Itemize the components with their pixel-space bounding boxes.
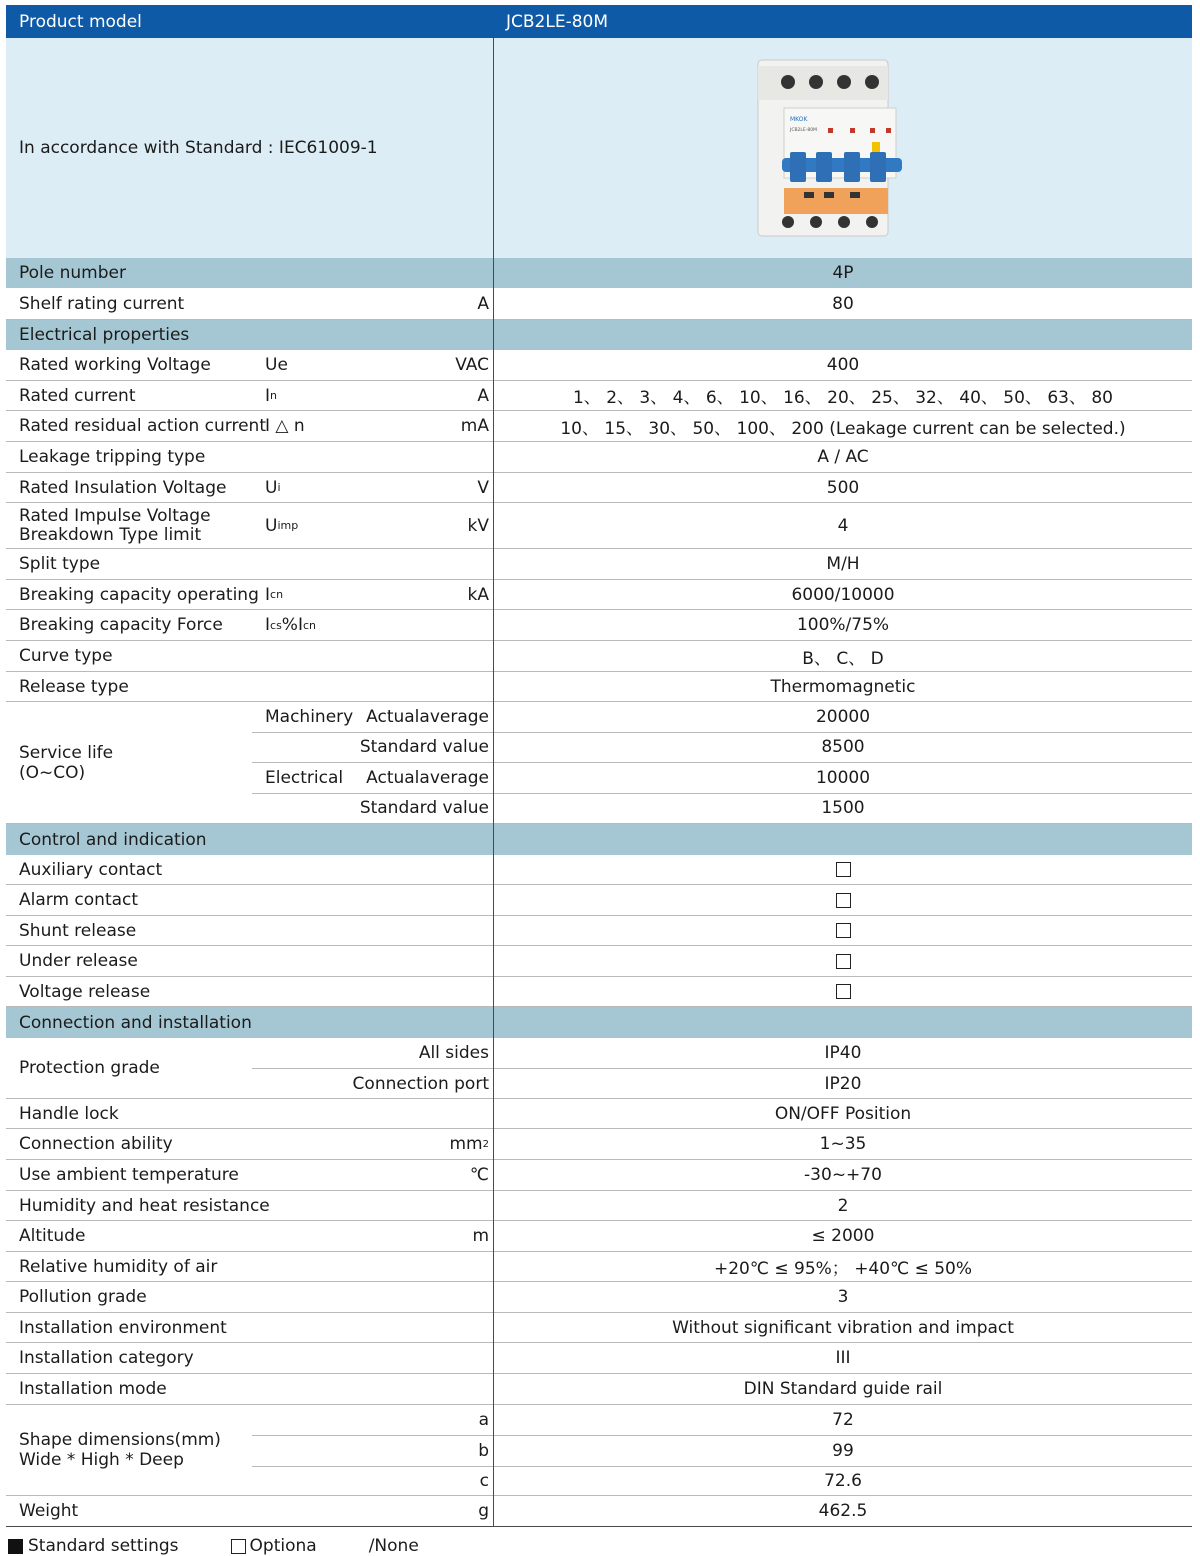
- row-label: Rated current: [19, 385, 136, 406]
- row-unit: kA: [467, 584, 489, 605]
- weight-row: [6, 1496, 1192, 1527]
- row-value: Thermomagnetic: [770, 676, 916, 697]
- service-life-block: [6, 702, 1192, 824]
- service-life-value: 10000: [815, 768, 871, 788]
- row-label: Use ambient temperature: [19, 1165, 239, 1185]
- optional-mark: [494, 885, 1192, 915]
- service-life-label: Service life (O~CO): [19, 742, 114, 783]
- row-label: Alarm contact: [19, 890, 139, 910]
- release-type-row: [6, 672, 1192, 702]
- service-life-kind: Actualaverage: [366, 768, 489, 788]
- service-life-electrical: Electrical: [265, 768, 344, 788]
- row-label: Rated Impulse Voltage Breakdown Type limit: [19, 505, 211, 545]
- row-value: 1、 2、 3、 4、 6、 10、 16、 20、 25、 32、 40、 50、 63、 80: [572, 388, 1113, 408]
- pole-number-row: [6, 258, 1192, 288]
- row-label: Rated Insulation Voltage: [19, 477, 227, 498]
- legend-standard: Standard settings: [28, 1536, 179, 1556]
- row-value: -30~+70: [804, 1165, 882, 1185]
- section-connection: [6, 1007, 1192, 1038]
- optional-box-icon: [836, 862, 851, 877]
- row-symbol: I cn: [265, 584, 284, 605]
- control-row: [6, 885, 1192, 916]
- row-symbol: U imp: [265, 515, 299, 536]
- row-unit: A: [477, 385, 489, 406]
- row-label: Weight: [19, 1501, 79, 1521]
- row-label: Rated residual action current: [19, 416, 266, 436]
- row-label: Split type: [19, 554, 101, 574]
- optional-box-icon: [836, 923, 851, 938]
- row-unit: mm 2: [449, 1134, 489, 1154]
- row-label: Installation environment: [19, 1317, 227, 1338]
- row-value: 100%/75%: [796, 615, 890, 635]
- optional-mark: [494, 977, 1192, 1006]
- row-label: Breaking capacity Force: [19, 615, 223, 635]
- legend-optional: Optiona: [249, 1536, 317, 1556]
- connection-ability-row: [6, 1129, 1192, 1160]
- standard-text: In accordance with Standard : IEC61009-1: [19, 138, 378, 158]
- section-control: [6, 824, 1192, 855]
- installation-environment-row: [6, 1313, 1192, 1343]
- service-life-kind: Standard value: [359, 798, 489, 818]
- header-row: [6, 5, 1192, 38]
- row-label: Voltage release: [19, 981, 151, 1002]
- impulse-voltage-row: [6, 503, 1192, 549]
- control-row: [6, 946, 1192, 977]
- row-label: Release type: [19, 676, 129, 697]
- optional-mark: [494, 946, 1192, 976]
- row-unit: g: [478, 1501, 489, 1521]
- section-electrical: [6, 320, 1192, 350]
- control-row: [6, 855, 1192, 885]
- insulation-voltage-row: [6, 473, 1192, 503]
- row-unit: V: [477, 477, 489, 498]
- residual-current-row: [6, 411, 1192, 442]
- row-value: 1~35: [819, 1134, 867, 1154]
- row-value: 10、 15、 30、 50、 100、 200 (Leakage current can be selected.): [560, 418, 1126, 439]
- protection-value: IP40: [824, 1043, 862, 1063]
- row-unit: ℃: [469, 1165, 489, 1185]
- row-label: Humidity and heat resistance: [19, 1195, 270, 1216]
- row-value: 500: [826, 477, 860, 498]
- dimension-unit: a: [478, 1410, 489, 1430]
- row-unit: VAC: [455, 355, 489, 375]
- row-label: Curve type: [19, 646, 113, 666]
- row-value: ≤ 2000: [811, 1226, 875, 1246]
- pole-number-label: Pole number: [19, 263, 126, 283]
- row-label: Breaking capacity operating: [19, 584, 259, 605]
- row-label: Rated working Voltage: [19, 355, 211, 375]
- installation-category-row: [6, 1343, 1192, 1374]
- rated-working-voltage-row: [6, 350, 1192, 381]
- row-label: Pollution grade: [19, 1287, 147, 1307]
- column-divider: [493, 5, 494, 1527]
- protection-grade-block: [6, 1038, 1192, 1099]
- shelf-rating-row: [6, 288, 1192, 320]
- section-control-title: Control and indication: [19, 829, 207, 850]
- installation-mode-row: [6, 1374, 1192, 1405]
- product-model-value: JCB2LE-80M: [506, 11, 609, 32]
- dimension-unit: c: [479, 1471, 489, 1491]
- protection-sub: Connection port: [352, 1074, 489, 1094]
- control-row: [6, 916, 1192, 946]
- dimension-unit: b: [478, 1440, 489, 1461]
- legend-none: /None: [368, 1536, 419, 1556]
- optional-box-icon: [836, 893, 851, 908]
- row-label: Shunt release: [19, 920, 137, 941]
- row-label: Altitude: [19, 1226, 86, 1246]
- service-life-value: 20000: [815, 707, 871, 727]
- rcbo-breaker-icon: [754, 56, 904, 244]
- product-model-label: Product model: [19, 11, 142, 32]
- breaking-force-row: [6, 610, 1192, 641]
- dimensions-label: Shape dimensions(mm) Wide * High * Deep: [19, 1430, 221, 1470]
- service-life-machinery: Machinery: [265, 707, 354, 727]
- row-value: 462.5: [818, 1501, 868, 1521]
- service-life-value: 8500: [821, 737, 865, 757]
- standard-square-icon: [8, 1539, 23, 1554]
- dimension-value: 72.6: [824, 1471, 862, 1491]
- standard-row: [6, 38, 1192, 258]
- ambient-temperature-row: [6, 1160, 1192, 1191]
- product-image: [754, 56, 904, 244]
- optional-box-icon: [231, 1539, 246, 1554]
- row-label: Connection ability: [19, 1134, 173, 1154]
- protection-sub: All sides: [418, 1043, 489, 1063]
- shelf-rating-value: 80: [832, 293, 854, 314]
- handle-lock-row: [6, 1099, 1192, 1129]
- optional-mark: [494, 916, 1192, 945]
- row-value: DIN Standard guide rail: [743, 1379, 943, 1399]
- service-life-value: 1500: [821, 798, 865, 818]
- optional-box-icon: [836, 984, 851, 999]
- row-symbol: U i: [265, 477, 281, 498]
- section-electrical-title: Electrical properties: [19, 325, 190, 345]
- row-value: 400: [826, 355, 860, 375]
- split-type-row: [6, 549, 1192, 580]
- row-value: B、 C、 D: [802, 648, 884, 669]
- row-label: Under release: [19, 951, 138, 971]
- shelf-rating-unit: A: [477, 293, 489, 314]
- row-value: ON/OFF Position: [774, 1103, 912, 1124]
- row-label: Leakage tripping type: [19, 447, 206, 467]
- row-unit: m: [472, 1226, 489, 1246]
- optional-box-icon: [836, 954, 851, 969]
- row-symbol: I n: [265, 385, 277, 406]
- row-unit: kV: [467, 515, 489, 536]
- service-life-kind: Standard value: [359, 737, 489, 757]
- row-value: Without significant vibration and impact: [672, 1317, 1014, 1338]
- row-label: Relative humidity of air: [19, 1256, 218, 1277]
- row-value: 2: [837, 1195, 849, 1216]
- optional-mark: [494, 855, 1192, 884]
- row-label: Installation mode: [19, 1379, 167, 1399]
- row-value: 6000/10000: [791, 584, 895, 605]
- dimension-value: 99: [832, 1440, 854, 1461]
- section-connection-title: Connection and installation: [19, 1012, 252, 1033]
- row-value: 3: [837, 1287, 849, 1307]
- curve-type-row: [6, 641, 1192, 672]
- control-row: [6, 977, 1192, 1007]
- row-unit: mA: [460, 416, 489, 436]
- relative-humidity-row: [6, 1252, 1192, 1282]
- svg-text:JCB2LE-80M: JCB2LE-80M: [790, 128, 818, 133]
- pollution-grade-row: [6, 1282, 1192, 1313]
- svg-text:MKOK: MKOK: [790, 116, 808, 123]
- shelf-rating-label: Shelf rating current: [19, 293, 185, 314]
- altitude-row: [6, 1221, 1192, 1252]
- protection-value: IP20: [824, 1074, 862, 1094]
- row-symbol: I cs %I cn: [265, 615, 316, 635]
- row-label: Auxiliary contact: [19, 859, 163, 880]
- row-value: A / AC: [817, 447, 869, 467]
- row-label: Installation category: [19, 1348, 194, 1368]
- row-symbol: Ue: [265, 355, 288, 375]
- service-life-kind: Actualaverage: [366, 707, 489, 727]
- legend: [8, 1536, 419, 1556]
- dimension-value: 72: [832, 1410, 854, 1430]
- row-value: 4: [837, 515, 849, 536]
- row-symbol: I △ n: [265, 416, 305, 436]
- row-label: Handle lock: [19, 1103, 119, 1124]
- row-value: III: [835, 1348, 851, 1368]
- humidity-heat-row: [6, 1191, 1192, 1221]
- breaking-operating-row: [6, 580, 1192, 610]
- protection-grade-label: Protection grade: [19, 1058, 160, 1078]
- rated-current-row: [6, 381, 1192, 411]
- dimensions-block: [6, 1405, 1192, 1496]
- row-value: M/H: [826, 554, 860, 574]
- leakage-type-row: [6, 442, 1192, 473]
- pole-number-value: 4P: [832, 263, 854, 283]
- row-value: +20℃ ≤ 95%； +40℃ ≤ 50%: [713, 1259, 972, 1279]
